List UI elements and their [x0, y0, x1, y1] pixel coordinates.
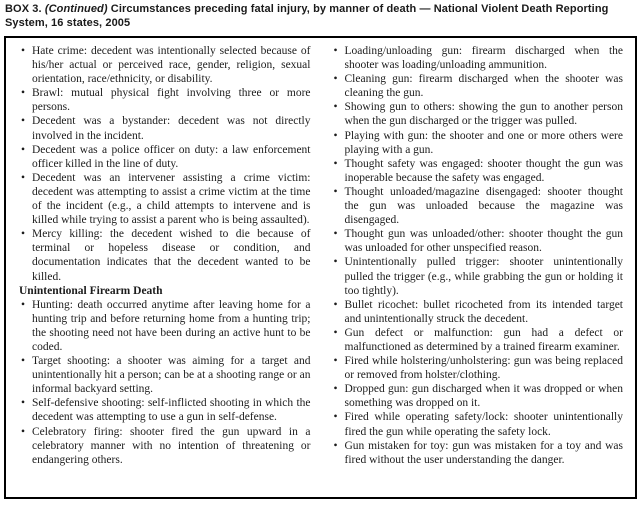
list-item: • Bullet ricochet: bullet ricocheted from its intended target and unintentionally struck the decedent.	[345, 298, 624, 326]
list-item: • Celebratory firing: shooter fired the gun upward in a celebratory manner with no intention of threatening or endangering others.	[32, 425, 311, 467]
unintentional-firearm-list-continued	[332, 44, 624, 467]
list-item: • Fired while holstering/unholstering: gun was being replaced or removed from holster/clothing.	[345, 354, 624, 382]
box-continued-label: (Continued)	[44, 3, 108, 15]
list-item: • Thought gun was unloaded/other: shooter thought the gun was unloaded for other unspecified reason.	[345, 227, 624, 255]
list-item: • Hunting: death occurred anytime after leaving home for a hunting trip and before returning home from a hunting trip; the shooting need not have been during an active hunt to be coded.	[32, 298, 311, 354]
list-item: • Showing gun to others: showing the gun to another person when the gun discharged or the trigger was pulled.	[345, 100, 624, 128]
list-item: • Mercy killing: the decedent wished to die because of terminal or hopeless disease or condition, and documentation indicates that the decedent wanted to be killed.	[32, 227, 311, 283]
box-label: BOX 3.	[5, 3, 42, 15]
left-column	[19, 44, 311, 467]
box-title-text: Circumstances preceding fatal injury, by manner of death — National Violent Death Reporting System, 16 states, 2005	[5, 3, 609, 29]
content-box	[4, 36, 637, 499]
box-title	[5, 3, 637, 30]
list-item: • Self-defensive shooting: self-inflicted shooting in which the decedent was attempting to use a gun in self-defense.	[32, 396, 311, 424]
list-item: • Fired while operating safety/lock: shooter unintentionally fired the gun while operating the safety lock.	[345, 410, 624, 438]
list-item: • Thought unloaded/magazine disengaged: shooter thought the gun was unloaded because the magazine was disengaged.	[345, 185, 624, 227]
list-item: • Gun mistaken for toy: gun was mistaken for a toy and was fired without the user understanding the danger.	[345, 439, 624, 467]
list-item: • Decedent was a bystander: decedent was not directly involved in the incident.	[32, 114, 311, 142]
list-item: • Target shooting: a shooter was aiming for a target and unintentionally hit a person; can be at a shooting range or an informal backyard setting.	[32, 354, 311, 396]
list-item: • Thought safety was engaged: shooter thought the gun was inoperable because the safety was engaged.	[345, 157, 624, 185]
right-column	[332, 44, 624, 467]
list-item: • Gun defect or malfunction: gun had a defect or malfunctioned as determined by a trained firearm examiner.	[345, 326, 624, 354]
list-item: • Unintentionally pulled trigger: shooter unintentionally pulled the trigger (e.g., while grabbing the gun or holding it too tightly).	[345, 255, 624, 297]
list-item: • Cleaning gun: firearm discharged when the shooter was cleaning the gun.	[345, 72, 624, 100]
list-item: • Playing with gun: the shooter and one or more others were playing with a gun.	[345, 129, 624, 157]
list-item: • Hate crime: decedent was intentionally selected because of his/her actual or perceived race, gender, religion, sexual orientation, race/ethnicity, or disability.	[32, 44, 311, 86]
violent-death-circumstances-list	[19, 44, 311, 284]
list-item: • Dropped gun: gun discharged when it was dropped or when something was dropped on it.	[345, 382, 624, 410]
unintentional-firearm-list	[19, 298, 311, 467]
list-item: • Brawl: mutual physical fight involving three or more persons.	[32, 86, 311, 114]
list-item: • Decedent was a police officer on duty: a law enforcement officer killed in the line of duty.	[32, 143, 311, 171]
unintentional-firearm-death-heading: Unintentional Firearm Death	[19, 284, 163, 297]
list-item: • Decedent was an intervener assisting a crime victim: decedent was attempting to assist a crime victim at the time of the incident (e.g., a child attempts to intervene and is killed while trying to assist a parent who is being assaulted).	[32, 171, 311, 227]
two-column-layout	[6, 38, 635, 467]
list-item: • Loading/unloading gun: firearm discharged when the shooter was loading/unloading ammunition.	[345, 44, 624, 72]
